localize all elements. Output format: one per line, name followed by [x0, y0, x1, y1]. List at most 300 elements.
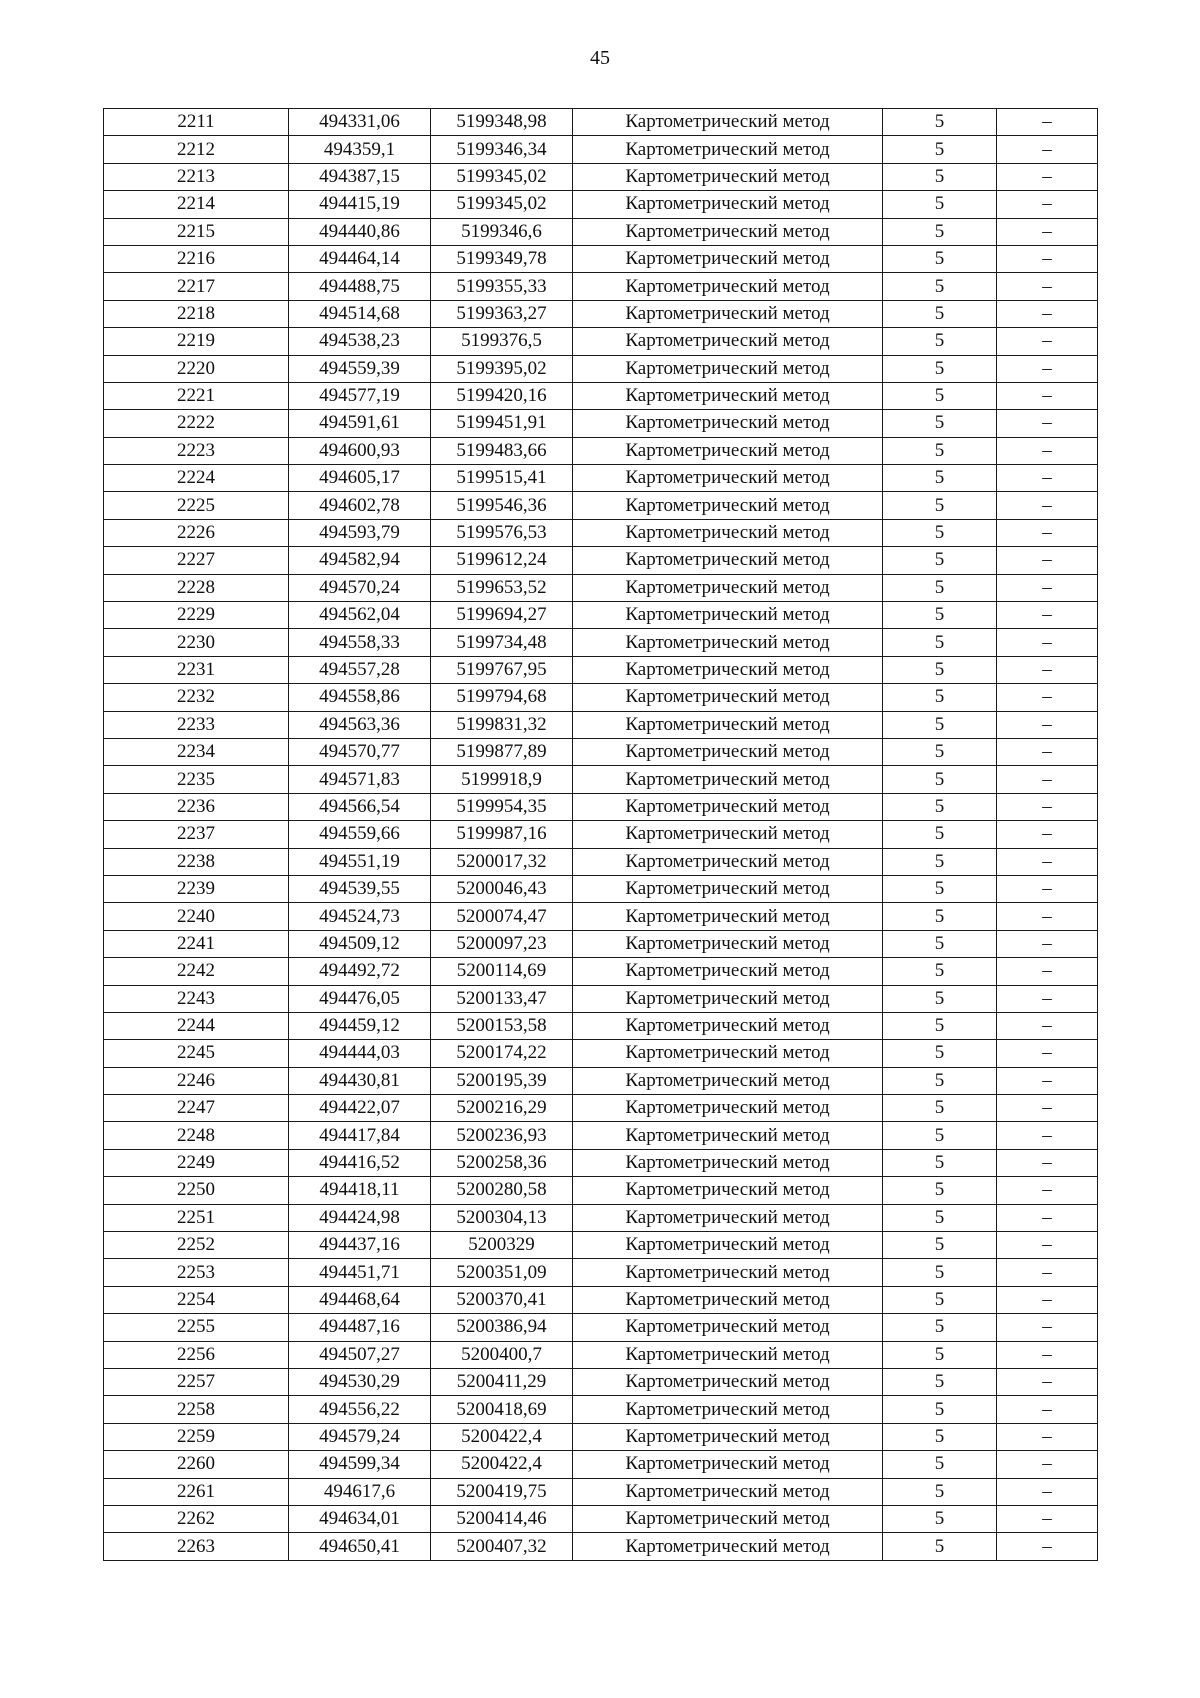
x-coordinate-cell: 494650,41	[289, 1533, 431, 1560]
table-row	[104, 109, 1098, 136]
description-cell: –	[997, 382, 1098, 409]
y-coordinate-cell: 5199734,48	[431, 629, 573, 656]
point-number-cell: 2221	[104, 382, 289, 409]
accuracy-cell: 5	[883, 328, 997, 355]
point-number-cell: 2220	[104, 355, 289, 382]
coordinates-table	[103, 108, 1098, 1561]
point-number-cell: 2230	[104, 629, 289, 656]
x-coordinate-cell: 494418,11	[289, 1177, 431, 1204]
description-cell: –	[997, 191, 1098, 218]
x-coordinate-cell: 494591,61	[289, 410, 431, 437]
method-cell: Картометрический метод	[573, 1040, 883, 1067]
method-cell: Картометрический метод	[573, 875, 883, 902]
accuracy-cell: 5	[883, 1396, 997, 1423]
method-cell: Картометрический метод	[573, 547, 883, 574]
x-coordinate-cell: 494359,1	[289, 136, 431, 163]
description-cell: –	[997, 136, 1098, 163]
x-coordinate-cell: 494387,15	[289, 163, 431, 190]
x-coordinate-cell: 494605,17	[289, 465, 431, 492]
accuracy-cell: 5	[883, 382, 997, 409]
table-row	[104, 985, 1098, 1012]
table-row	[104, 136, 1098, 163]
table-row	[104, 328, 1098, 355]
y-coordinate-cell: 5200174,22	[431, 1040, 573, 1067]
method-cell: Картометрический метод	[573, 109, 883, 136]
description-cell: –	[997, 985, 1098, 1012]
description-cell: –	[997, 1533, 1098, 1560]
x-coordinate-cell: 494602,78	[289, 492, 431, 519]
accuracy-cell: 5	[883, 958, 997, 985]
x-coordinate-cell: 494451,71	[289, 1259, 431, 1286]
table-row	[104, 574, 1098, 601]
x-coordinate-cell: 494459,12	[289, 1012, 431, 1039]
point-number-cell: 2254	[104, 1286, 289, 1313]
x-coordinate-cell: 494509,12	[289, 930, 431, 957]
method-cell: Картометрический метод	[573, 1122, 883, 1149]
y-coordinate-cell: 5199349,78	[431, 245, 573, 272]
table-row	[104, 1204, 1098, 1231]
point-number-cell: 2227	[104, 547, 289, 574]
y-coordinate-cell: 5199420,16	[431, 382, 573, 409]
x-coordinate-cell: 494530,29	[289, 1368, 431, 1395]
table-row	[104, 1478, 1098, 1505]
method-cell: Картометрический метод	[573, 1423, 883, 1450]
point-number-cell: 2242	[104, 958, 289, 985]
description-cell: –	[997, 1149, 1098, 1176]
method-cell: Картометрический метод	[573, 273, 883, 300]
point-number-cell: 2245	[104, 1040, 289, 1067]
x-coordinate-cell: 494492,72	[289, 958, 431, 985]
description-cell: –	[997, 1396, 1098, 1423]
table-row	[104, 738, 1098, 765]
point-number-cell: 2239	[104, 875, 289, 902]
description-cell: –	[997, 1505, 1098, 1532]
accuracy-cell: 5	[883, 355, 997, 382]
method-cell: Картометрический метод	[573, 1149, 883, 1176]
accuracy-cell: 5	[883, 848, 997, 875]
accuracy-cell: 5	[883, 875, 997, 902]
description-cell: –	[997, 328, 1098, 355]
x-coordinate-cell: 494558,33	[289, 629, 431, 656]
description-cell: –	[997, 656, 1098, 683]
method-cell: Картометрический метод	[573, 903, 883, 930]
x-coordinate-cell: 494556,22	[289, 1396, 431, 1423]
method-cell: Картометрический метод	[573, 136, 883, 163]
accuracy-cell: 5	[883, 136, 997, 163]
accuracy-cell: 5	[883, 1341, 997, 1368]
description-cell: –	[997, 1067, 1098, 1094]
accuracy-cell: 5	[883, 1505, 997, 1532]
accuracy-cell: 5	[883, 1259, 997, 1286]
point-number-cell: 2218	[104, 300, 289, 327]
y-coordinate-cell: 5200418,69	[431, 1396, 573, 1423]
point-number-cell: 2258	[104, 1396, 289, 1423]
x-coordinate-cell: 494331,06	[289, 109, 431, 136]
table-row	[104, 465, 1098, 492]
description-cell: –	[997, 1259, 1098, 1286]
point-number-cell: 2246	[104, 1067, 289, 1094]
point-number-cell: 2215	[104, 218, 289, 245]
x-coordinate-cell: 494599,34	[289, 1451, 431, 1478]
description-cell: –	[997, 1204, 1098, 1231]
description-cell: –	[997, 958, 1098, 985]
method-cell: Картометрический метод	[573, 766, 883, 793]
point-number-cell: 2240	[104, 903, 289, 930]
point-number-cell: 2214	[104, 191, 289, 218]
table-row	[104, 711, 1098, 738]
method-cell: Картометрический метод	[573, 519, 883, 546]
y-coordinate-cell: 5199767,95	[431, 656, 573, 683]
accuracy-cell: 5	[883, 1177, 997, 1204]
method-cell: Картометрический метод	[573, 191, 883, 218]
description-cell: –	[997, 1368, 1098, 1395]
table-row	[104, 300, 1098, 327]
point-number-cell: 2236	[104, 793, 289, 820]
accuracy-cell: 5	[883, 492, 997, 519]
table-row	[104, 1259, 1098, 1286]
x-coordinate-cell: 494487,16	[289, 1314, 431, 1341]
x-coordinate-cell: 494600,93	[289, 437, 431, 464]
accuracy-cell: 5	[883, 656, 997, 683]
accuracy-cell: 5	[883, 738, 997, 765]
accuracy-cell: 5	[883, 1232, 997, 1259]
accuracy-cell: 5	[883, 602, 997, 629]
table-row	[104, 1232, 1098, 1259]
method-cell: Картометрический метод	[573, 793, 883, 820]
y-coordinate-cell: 5200216,29	[431, 1095, 573, 1122]
method-cell: Картометрический метод	[573, 1259, 883, 1286]
method-cell: Картометрический метод	[573, 821, 883, 848]
y-coordinate-cell: 5199831,32	[431, 711, 573, 738]
y-coordinate-cell: 5199451,91	[431, 410, 573, 437]
description-cell: –	[997, 1012, 1098, 1039]
point-number-cell: 2251	[104, 1204, 289, 1231]
x-coordinate-cell: 494430,81	[289, 1067, 431, 1094]
method-cell: Картометрический метод	[573, 1177, 883, 1204]
table-row	[104, 684, 1098, 711]
y-coordinate-cell: 5200370,41	[431, 1286, 573, 1313]
point-number-cell: 2256	[104, 1341, 289, 1368]
description-cell: –	[997, 875, 1098, 902]
x-coordinate-cell: 494582,94	[289, 547, 431, 574]
description-cell: –	[997, 903, 1098, 930]
x-coordinate-cell: 494559,39	[289, 355, 431, 382]
point-number-cell: 2217	[104, 273, 289, 300]
x-coordinate-cell: 494417,84	[289, 1122, 431, 1149]
description-cell: –	[997, 793, 1098, 820]
point-number-cell: 2224	[104, 465, 289, 492]
point-number-cell: 2234	[104, 738, 289, 765]
y-coordinate-cell: 5199653,52	[431, 574, 573, 601]
point-number-cell: 2238	[104, 848, 289, 875]
method-cell: Картометрический метод	[573, 410, 883, 437]
accuracy-cell: 5	[883, 793, 997, 820]
description-cell: –	[997, 1451, 1098, 1478]
x-coordinate-cell: 494514,68	[289, 300, 431, 327]
description-cell: –	[997, 465, 1098, 492]
point-number-cell: 2253	[104, 1259, 289, 1286]
accuracy-cell: 5	[883, 1368, 997, 1395]
method-cell: Картометрический метод	[573, 738, 883, 765]
table-row	[104, 1451, 1098, 1478]
accuracy-cell: 5	[883, 1478, 997, 1505]
description-cell: –	[997, 848, 1098, 875]
accuracy-cell: 5	[883, 163, 997, 190]
point-number-cell: 2222	[104, 410, 289, 437]
table-row	[104, 1533, 1098, 1560]
description-cell: –	[997, 547, 1098, 574]
method-cell: Картометрический метод	[573, 355, 883, 382]
accuracy-cell: 5	[883, 766, 997, 793]
description-cell: –	[997, 1232, 1098, 1259]
description-cell: –	[997, 1040, 1098, 1067]
x-coordinate-cell: 494579,24	[289, 1423, 431, 1450]
table-row	[104, 1341, 1098, 1368]
table-row	[104, 1149, 1098, 1176]
table-row	[104, 1067, 1098, 1094]
method-cell: Картометрический метод	[573, 1067, 883, 1094]
table-row	[104, 355, 1098, 382]
table-row	[104, 273, 1098, 300]
method-cell: Картометрический метод	[573, 684, 883, 711]
coordinates-table-body	[104, 109, 1098, 1561]
table-row	[104, 382, 1098, 409]
method-cell: Картометрический метод	[573, 958, 883, 985]
y-coordinate-cell: 5200411,29	[431, 1368, 573, 1395]
point-number-cell: 2257	[104, 1368, 289, 1395]
method-cell: Картометрический метод	[573, 437, 883, 464]
accuracy-cell: 5	[883, 437, 997, 464]
table-row	[104, 1368, 1098, 1395]
x-coordinate-cell: 494415,19	[289, 191, 431, 218]
y-coordinate-cell: 5200114,69	[431, 958, 573, 985]
x-coordinate-cell: 494563,36	[289, 711, 431, 738]
x-coordinate-cell: 494507,27	[289, 1341, 431, 1368]
method-cell: Картометрический метод	[573, 656, 883, 683]
table-row	[104, 766, 1098, 793]
y-coordinate-cell: 5200133,47	[431, 985, 573, 1012]
description-cell: –	[997, 602, 1098, 629]
description-cell: –	[997, 1478, 1098, 1505]
table-row	[104, 1012, 1098, 1039]
x-coordinate-cell: 494476,05	[289, 985, 431, 1012]
y-coordinate-cell: 5199345,02	[431, 191, 573, 218]
accuracy-cell: 5	[883, 273, 997, 300]
accuracy-cell: 5	[883, 410, 997, 437]
y-coordinate-cell: 5200400,7	[431, 1341, 573, 1368]
table-row	[104, 1423, 1098, 1450]
point-number-cell: 2212	[104, 136, 289, 163]
method-cell: Картометрический метод	[573, 245, 883, 272]
point-number-cell: 2213	[104, 163, 289, 190]
method-cell: Картометрический метод	[573, 1533, 883, 1560]
x-coordinate-cell: 494422,07	[289, 1095, 431, 1122]
y-coordinate-cell: 5199612,24	[431, 547, 573, 574]
accuracy-cell: 5	[883, 930, 997, 957]
point-number-cell: 2260	[104, 1451, 289, 1478]
y-coordinate-cell: 5200195,39	[431, 1067, 573, 1094]
x-coordinate-cell: 494570,77	[289, 738, 431, 765]
table-row	[104, 1095, 1098, 1122]
table-row	[104, 793, 1098, 820]
y-coordinate-cell: 5199987,16	[431, 821, 573, 848]
y-coordinate-cell: 5199694,27	[431, 602, 573, 629]
point-number-cell: 2263	[104, 1533, 289, 1560]
accuracy-cell: 5	[883, 821, 997, 848]
description-cell: –	[997, 1341, 1098, 1368]
x-coordinate-cell: 494577,19	[289, 382, 431, 409]
x-coordinate-cell: 494562,04	[289, 602, 431, 629]
method-cell: Картометрический метод	[573, 602, 883, 629]
table-row	[104, 410, 1098, 437]
description-cell: –	[997, 519, 1098, 546]
method-cell: Картометрический метод	[573, 163, 883, 190]
accuracy-cell: 5	[883, 985, 997, 1012]
method-cell: Картометрический метод	[573, 1012, 883, 1039]
table-row	[104, 1286, 1098, 1313]
table-row	[104, 218, 1098, 245]
method-cell: Картометрический метод	[573, 1396, 883, 1423]
y-coordinate-cell: 5199794,68	[431, 684, 573, 711]
table-row	[104, 958, 1098, 985]
point-number-cell: 2261	[104, 1478, 289, 1505]
table-row	[104, 903, 1098, 930]
description-cell: –	[997, 109, 1098, 136]
accuracy-cell: 5	[883, 684, 997, 711]
method-cell: Картометрический метод	[573, 492, 883, 519]
method-cell: Картометрический метод	[573, 1478, 883, 1505]
accuracy-cell: 5	[883, 109, 997, 136]
y-coordinate-cell: 5200407,32	[431, 1533, 573, 1560]
point-number-cell: 2262	[104, 1505, 289, 1532]
y-coordinate-cell: 5199348,98	[431, 109, 573, 136]
description-cell: –	[997, 245, 1098, 272]
y-coordinate-cell: 5200414,46	[431, 1505, 573, 1532]
accuracy-cell: 5	[883, 1286, 997, 1313]
method-cell: Картометрический метод	[573, 1286, 883, 1313]
accuracy-cell: 5	[883, 1423, 997, 1450]
table-row	[104, 492, 1098, 519]
description-cell: –	[997, 437, 1098, 464]
method-cell: Картометрический метод	[573, 930, 883, 957]
accuracy-cell: 5	[883, 629, 997, 656]
point-number-cell: 2225	[104, 492, 289, 519]
x-coordinate-cell: 494416,52	[289, 1149, 431, 1176]
point-number-cell: 2232	[104, 684, 289, 711]
method-cell: Картометрический метод	[573, 985, 883, 1012]
description-cell: –	[997, 492, 1098, 519]
accuracy-cell: 5	[883, 1314, 997, 1341]
y-coordinate-cell: 5200386,94	[431, 1314, 573, 1341]
point-number-cell: 2255	[104, 1314, 289, 1341]
method-cell: Картометрический метод	[573, 629, 883, 656]
accuracy-cell: 5	[883, 1012, 997, 1039]
description-cell: –	[997, 766, 1098, 793]
accuracy-cell: 5	[883, 547, 997, 574]
method-cell: Картометрический метод	[573, 1232, 883, 1259]
x-coordinate-cell: 494538,23	[289, 328, 431, 355]
x-coordinate-cell: 494634,01	[289, 1505, 431, 1532]
description-cell: –	[997, 1122, 1098, 1149]
table-row	[104, 1177, 1098, 1204]
x-coordinate-cell: 494440,86	[289, 218, 431, 245]
method-cell: Картометрический метод	[573, 1095, 883, 1122]
method-cell: Картометрический метод	[573, 711, 883, 738]
description-cell: –	[997, 574, 1098, 601]
method-cell: Картометрический метод	[573, 1204, 883, 1231]
table-row	[104, 547, 1098, 574]
point-number-cell: 2259	[104, 1423, 289, 1450]
y-coordinate-cell: 5200304,13	[431, 1204, 573, 1231]
point-number-cell: 2216	[104, 245, 289, 272]
method-cell: Картометрический метод	[573, 1368, 883, 1395]
method-cell: Картометрический метод	[573, 848, 883, 875]
y-coordinate-cell: 5200280,58	[431, 1177, 573, 1204]
description-cell: –	[997, 1095, 1098, 1122]
method-cell: Картометрический метод	[573, 328, 883, 355]
table-row	[104, 821, 1098, 848]
y-coordinate-cell: 5199376,5	[431, 328, 573, 355]
x-coordinate-cell: 494617,6	[289, 1478, 431, 1505]
y-coordinate-cell: 5200329	[431, 1232, 573, 1259]
y-coordinate-cell: 5200236,93	[431, 1122, 573, 1149]
x-coordinate-cell: 494468,64	[289, 1286, 431, 1313]
method-cell: Картометрический метод	[573, 574, 883, 601]
y-coordinate-cell: 5200097,23	[431, 930, 573, 957]
accuracy-cell: 5	[883, 218, 997, 245]
accuracy-cell: 5	[883, 1067, 997, 1094]
point-number-cell: 2231	[104, 656, 289, 683]
accuracy-cell: 5	[883, 1122, 997, 1149]
method-cell: Картометрический метод	[573, 1505, 883, 1532]
accuracy-cell: 5	[883, 1095, 997, 1122]
table-row	[104, 1122, 1098, 1149]
accuracy-cell: 5	[883, 1040, 997, 1067]
accuracy-cell: 5	[883, 465, 997, 492]
x-coordinate-cell: 494524,73	[289, 903, 431, 930]
y-coordinate-cell: 5200419,75	[431, 1478, 573, 1505]
y-coordinate-cell: 5199877,89	[431, 738, 573, 765]
point-number-cell: 2252	[104, 1232, 289, 1259]
accuracy-cell: 5	[883, 245, 997, 272]
description-cell: –	[997, 821, 1098, 848]
y-coordinate-cell: 5200153,58	[431, 1012, 573, 1039]
description-cell: –	[997, 629, 1098, 656]
description-cell: –	[997, 273, 1098, 300]
x-coordinate-cell: 494444,03	[289, 1040, 431, 1067]
y-coordinate-cell: 5200422,4	[431, 1451, 573, 1478]
y-coordinate-cell: 5199345,02	[431, 163, 573, 190]
description-cell: –	[997, 163, 1098, 190]
point-number-cell: 2233	[104, 711, 289, 738]
point-number-cell: 2226	[104, 519, 289, 546]
x-coordinate-cell: 494570,24	[289, 574, 431, 601]
table-row	[104, 191, 1098, 218]
x-coordinate-cell: 494559,66	[289, 821, 431, 848]
point-number-cell: 2211	[104, 109, 289, 136]
accuracy-cell: 5	[883, 574, 997, 601]
x-coordinate-cell: 494464,14	[289, 245, 431, 272]
point-number-cell: 2248	[104, 1122, 289, 1149]
description-cell: –	[997, 1286, 1098, 1313]
y-coordinate-cell: 5199918,9	[431, 766, 573, 793]
x-coordinate-cell: 494551,19	[289, 848, 431, 875]
y-coordinate-cell: 5200046,43	[431, 875, 573, 902]
point-number-cell: 2219	[104, 328, 289, 355]
y-coordinate-cell: 5199395,02	[431, 355, 573, 382]
method-cell: Картометрический метод	[573, 1341, 883, 1368]
method-cell: Картометрический метод	[573, 1314, 883, 1341]
